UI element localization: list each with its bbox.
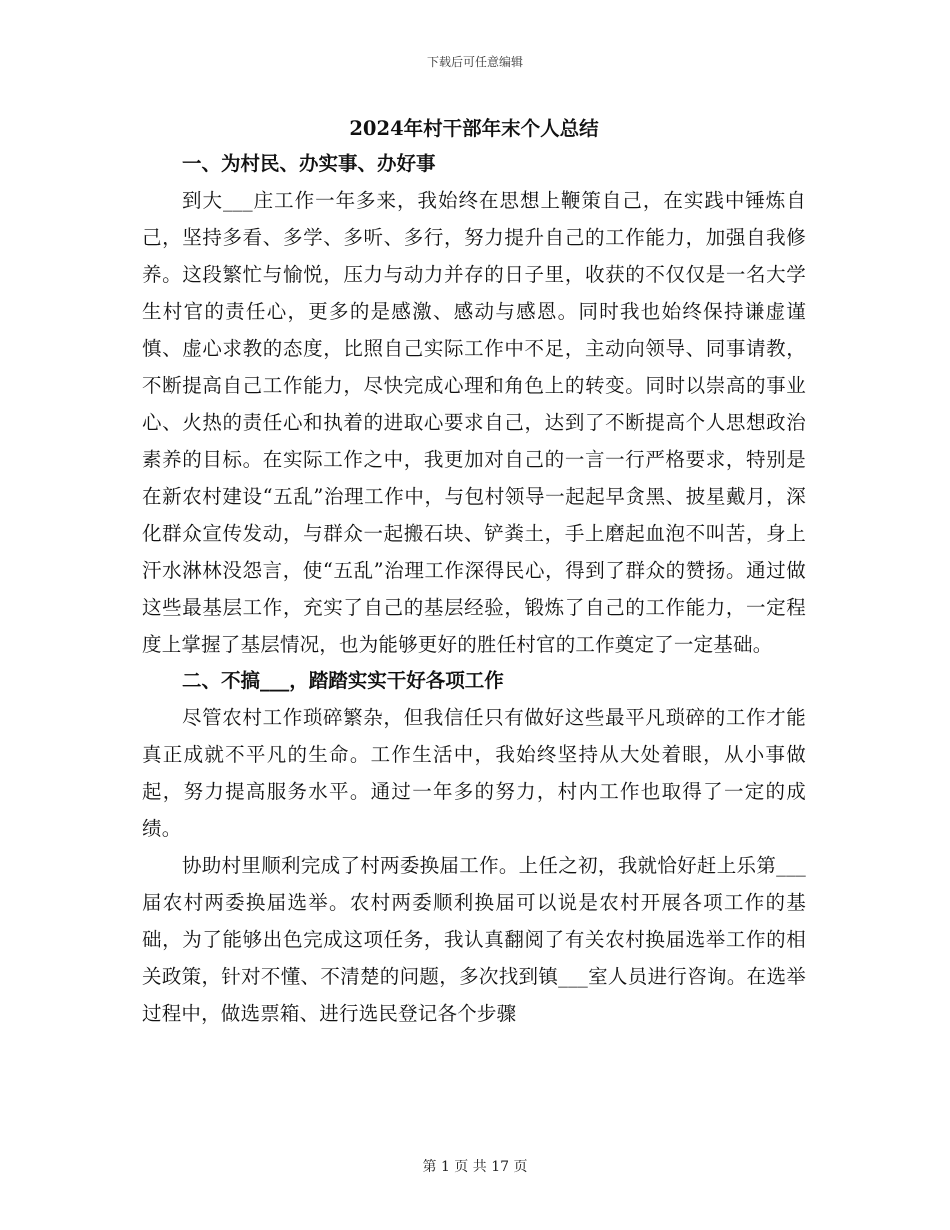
header-note: 下载后可任意编辑	[426, 55, 523, 69]
page-number-footer: 第 1 页 共 17 页	[422, 1159, 528, 1175]
section-2-paragraph-2: 协助村里顺利完成了村两委换届工作。上任之初，我就恰好赶上乐第___届农村两委换届选举。农村两委顺利换届可以说是农村开展各项工作的基础，为了能够出色完成这项任务，我认真翻阅了有关农村换届选举工作的相关政策，针对不懂、不清楚的问题，多次找到镇___室人员进行咨询。在选举过程中，做选票箱、进行选民登记各个步骤	[142, 854, 806, 1025]
section-2-paragraph-1: 尽管农村工作琐碎繁杂，但我信任只有做好这些最平凡琐碎的工作才能真正成就不平凡的生命。工作生活中，我始终坚持从大处着眼，从小事做起，努力提高服务水平。通过一年多的努力，村内工作也取得了一定的成绩。	[142, 706, 806, 840]
document-title: 2024年村干部年末个人总结	[349, 117, 599, 140]
section-1-heading: 一、为村民、办实事、办好事	[182, 152, 436, 175]
section-2-heading: 二、不搞___，踏踏实实干好各项工作	[182, 669, 504, 692]
document-body	[142, 112, 806, 1032]
section-1-paragraph-1: 到大___庄工作一年多来，我始终在思想上鞭策自己，在实践中锤炼自己，坚持多看、多学、多听、多行，努力提升自己的工作能力，加强自我修养。这段繁忙与愉悦，压力与动力并存的日子里，收获的不仅仅是一名大学生村官的责任心，更多的是感激、感动与感恩。同时我也始终保持谦虚谨慎、虚心求教的态度，比照自己实际工作中不足，主动向领导、同事请教，不断提高自己工作能力，尽快完成心理和角色上的转变。同时以崇高的事业心、火热的责任心和执着的进取心要求自己，达到了不断提高个人思想政治素养的目标。在实际工作之中，我更加对自己的一言一行严格要求，特别是在新农村建设“五乱”治理工作中，与包村领导一起起早贪黑、披星戴月，深化群众宣传发动，与群众一起搬石块、铲粪土，手上磨起血泡不叫苦，身上汗水淋林没怨言，使“五乱”治理工作深得民心，得到了群众的赞扬。通过做这些最基层工作，充实了自己的基层经验，锻炼了自己的工作能力，一定程度上掌握了基层情况，也为能够更好的胜任村官的工作奠定了一定基础。	[142, 189, 806, 656]
